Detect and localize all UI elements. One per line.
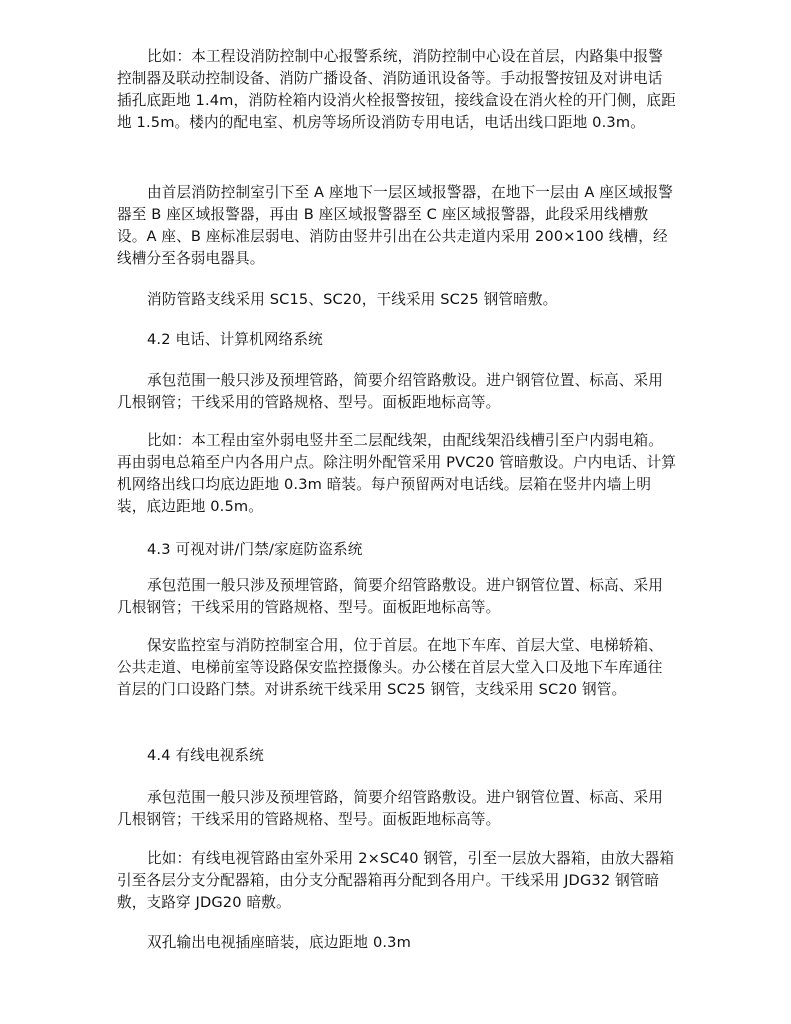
- paragraph-scope-cable-tv: [117, 787, 677, 831]
- paragraph-text: 消防管路支线采用 SC15、SC20，干线采用 SC25 钢管暗敷。: [147, 291, 558, 308]
- paragraph-text: 保安监控室与消防控制室合用，位于首层。在地下车库、首层大堂、电梯轿箱、公共走道、电梯前室等设路保安监控摄像头。办公楼在首层大堂入口及地下车库通往首层的门口设路门禁。对讲系统干线采用 SC25 钢管，支线采用 SC20 钢管。: [117, 637, 664, 698]
- paragraph-fire-conduit: [117, 289, 677, 311]
- section-heading-telephone-network: [117, 329, 677, 351]
- paragraph-text: 比如：有线电视管路由室外采用 2×SC40 钢管，引至一层放大器箱，由放大器箱引至各层分支分配器箱，由分支分配器箱再分配到各用户。干线采用 JDG32 钢管暗敷，支路穿 JDG20 暗敷。: [117, 850, 675, 911]
- paragraph-fire-alarm-example: [117, 46, 677, 134]
- paragraph-text: 由首层消防控制室引下至 A 座地下一层区域报警器，在地下一层由 A 座区域报警器至 B 座区域报警器，再由 B 座区域报警器至 C 座区域报警器，此段采用线槽敷设。A 座、B 座标准层弱电、消防由竖井引出在公共走道内采用 200×100 线槽，经线槽分至各弱电器具。: [117, 184, 673, 267]
- paragraph-area-alarm-routing: [117, 182, 677, 270]
- section-heading: 4.3 可视对讲/门禁/家庭防盗系统: [147, 541, 363, 558]
- paragraph-text: 承包范围一般只涉及预埋管路，简要介绍管路敷设。进户钢管位置、标高、采用几根钢管；干线采用的管路规格、型号。面板距地标高等。: [117, 577, 664, 616]
- section-heading-intercom: [117, 539, 677, 561]
- paragraph-tv-outlet: [117, 932, 677, 954]
- paragraph-text: 比如：本工程由室外弱电竖井至二层配线架，由配线架沿线槽引至户内弱电箱。再由弱电总箱至户内各用户点。除注明外配管采用 PVC20 管暗敷设。户内电话、计算机网络出线口均底边距地 0.3m 暗装。每户预留两对电话线。层箱在竖井内墙上明装，底边距地 0.5m。: [117, 432, 677, 515]
- paragraph-text: 比如：本工程设消防控制中心报警系统，消防控制中心设在首层，内路集中报警控制器及联动控制设备、消防广播设备、消防通讯设备等。手动报警按钮及对讲电话插孔底距地 1.4m，消防栓箱内设消火栓报警按钮，接线盒设在消火栓的开门侧，底距地 1.5m。楼内的配电室、机房等场所设消防专用电话，电话出线口距地 0.3m。: [117, 48, 676, 131]
- paragraph-telephone-example: [117, 430, 677, 518]
- paragraph-scope-intercom: [117, 575, 677, 619]
- paragraph-cable-tv-example: [117, 848, 677, 914]
- paragraph-text: 承包范围一般只涉及预埋管路，简要介绍管路敷设。进户钢管位置、标高、采用几根钢管；干线采用的管路规格、型号。面板距地标高等。: [117, 789, 664, 828]
- section-heading: 4.4 有线电视系统: [147, 747, 264, 764]
- section-heading-cable-tv: [117, 745, 677, 767]
- paragraph-scope-telephone: [117, 370, 677, 414]
- paragraph-text: 双孔输出电视插座暗装，底边距地 0.3m: [147, 934, 411, 951]
- section-heading: 4.2 电话、计算机网络系统: [147, 331, 323, 348]
- paragraph-security-monitoring: [117, 635, 677, 701]
- paragraph-text: 承包范围一般只涉及预埋管路，简要介绍管路敷设。进户钢管位置、标高、采用几根钢管；干线采用的管路规格、型号。面板距地标高等。: [117, 372, 664, 411]
